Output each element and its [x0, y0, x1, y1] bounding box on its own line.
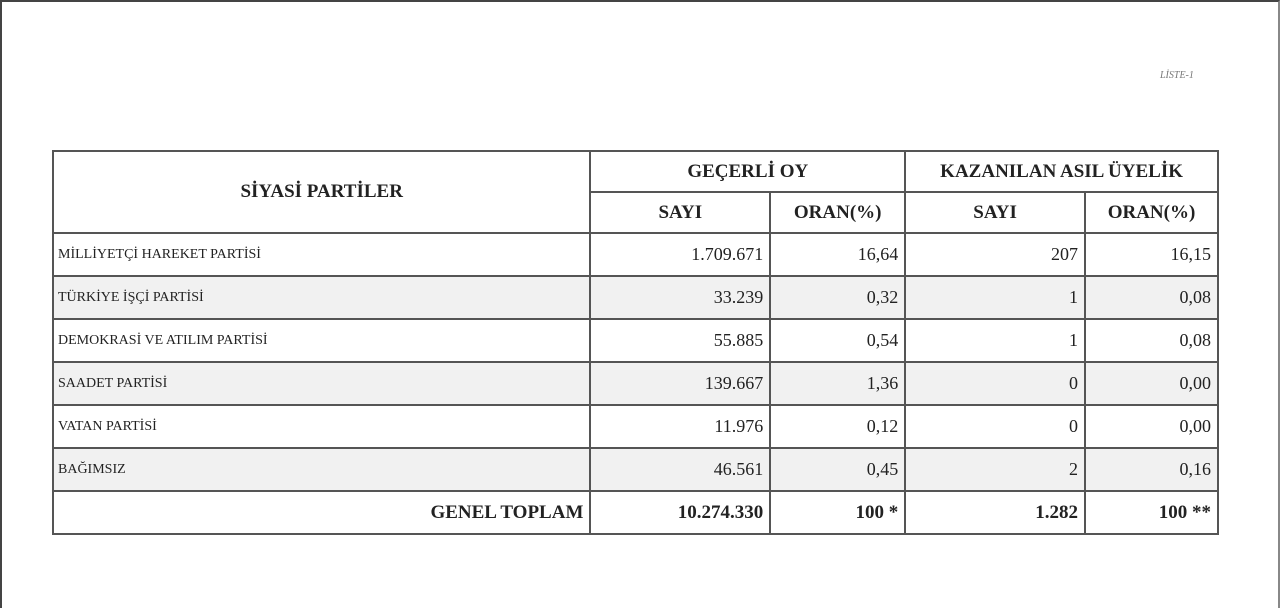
vote-pct: 0,45 — [770, 448, 905, 491]
party-name: MİLLİYETÇİ HAREKET PARTİSİ — [53, 233, 590, 276]
header-valid-votes: GEÇERLİ OY — [590, 151, 905, 192]
total-vote-pct: 100 * — [770, 491, 905, 534]
vote-count: 46.561 — [590, 448, 770, 491]
header-seat-ratio: ORAN(%) — [1085, 192, 1218, 233]
party-name: TÜRKİYE İŞÇİ PARTİSİ — [53, 276, 590, 319]
party-name: BAĞIMSIZ — [53, 448, 590, 491]
list-label: LİSTE-1 — [1160, 70, 1194, 81]
seat-pct: 0,08 — [1085, 319, 1218, 362]
seat-count: 0 — [905, 362, 1085, 405]
table-row — [53, 233, 1218, 276]
election-results-table — [52, 150, 1219, 535]
table-row — [53, 362, 1218, 405]
table-row — [53, 405, 1218, 448]
vote-count: 55.885 — [590, 319, 770, 362]
seat-count: 0 — [905, 405, 1085, 448]
seat-count: 1 — [905, 319, 1085, 362]
header-parties: SİYASİ PARTİLER — [53, 151, 590, 233]
total-votes: 10.274.330 — [590, 491, 770, 534]
vote-count: 139.667 — [590, 362, 770, 405]
vote-pct: 1,36 — [770, 362, 905, 405]
seat-pct: 0,00 — [1085, 362, 1218, 405]
party-name: SAADET PARTİSİ — [53, 362, 590, 405]
header-vote-ratio: ORAN(%) — [770, 192, 905, 233]
seat-count: 207 — [905, 233, 1085, 276]
header-seats: KAZANILAN ASIL ÜYELİK — [905, 151, 1218, 192]
seat-count: 2 — [905, 448, 1085, 491]
total-seats: 1.282 — [905, 491, 1085, 534]
vote-pct: 16,64 — [770, 233, 905, 276]
total-row — [53, 491, 1218, 534]
table-row — [53, 319, 1218, 362]
header-vote-count: SAYI — [590, 192, 770, 233]
party-name: DEMOKRASİ VE ATILIM PARTİSİ — [53, 319, 590, 362]
vote-count: 1.709.671 — [590, 233, 770, 276]
vote-count: 33.239 — [590, 276, 770, 319]
table-row — [53, 276, 1218, 319]
seat-pct: 16,15 — [1085, 233, 1218, 276]
vote-count: 11.976 — [590, 405, 770, 448]
vote-pct: 0,12 — [770, 405, 905, 448]
party-name: VATAN PARTİSİ — [53, 405, 590, 448]
seat-count: 1 — [905, 276, 1085, 319]
total-seat-pct: 100 ** — [1085, 491, 1218, 534]
seat-pct: 0,08 — [1085, 276, 1218, 319]
seat-pct: 0,16 — [1085, 448, 1218, 491]
header-seat-count: SAYI — [905, 192, 1085, 233]
vote-pct: 0,32 — [770, 276, 905, 319]
vote-pct: 0,54 — [770, 319, 905, 362]
table-row — [53, 448, 1218, 491]
total-label: GENEL TOPLAM — [53, 491, 590, 534]
seat-pct: 0,00 — [1085, 405, 1218, 448]
